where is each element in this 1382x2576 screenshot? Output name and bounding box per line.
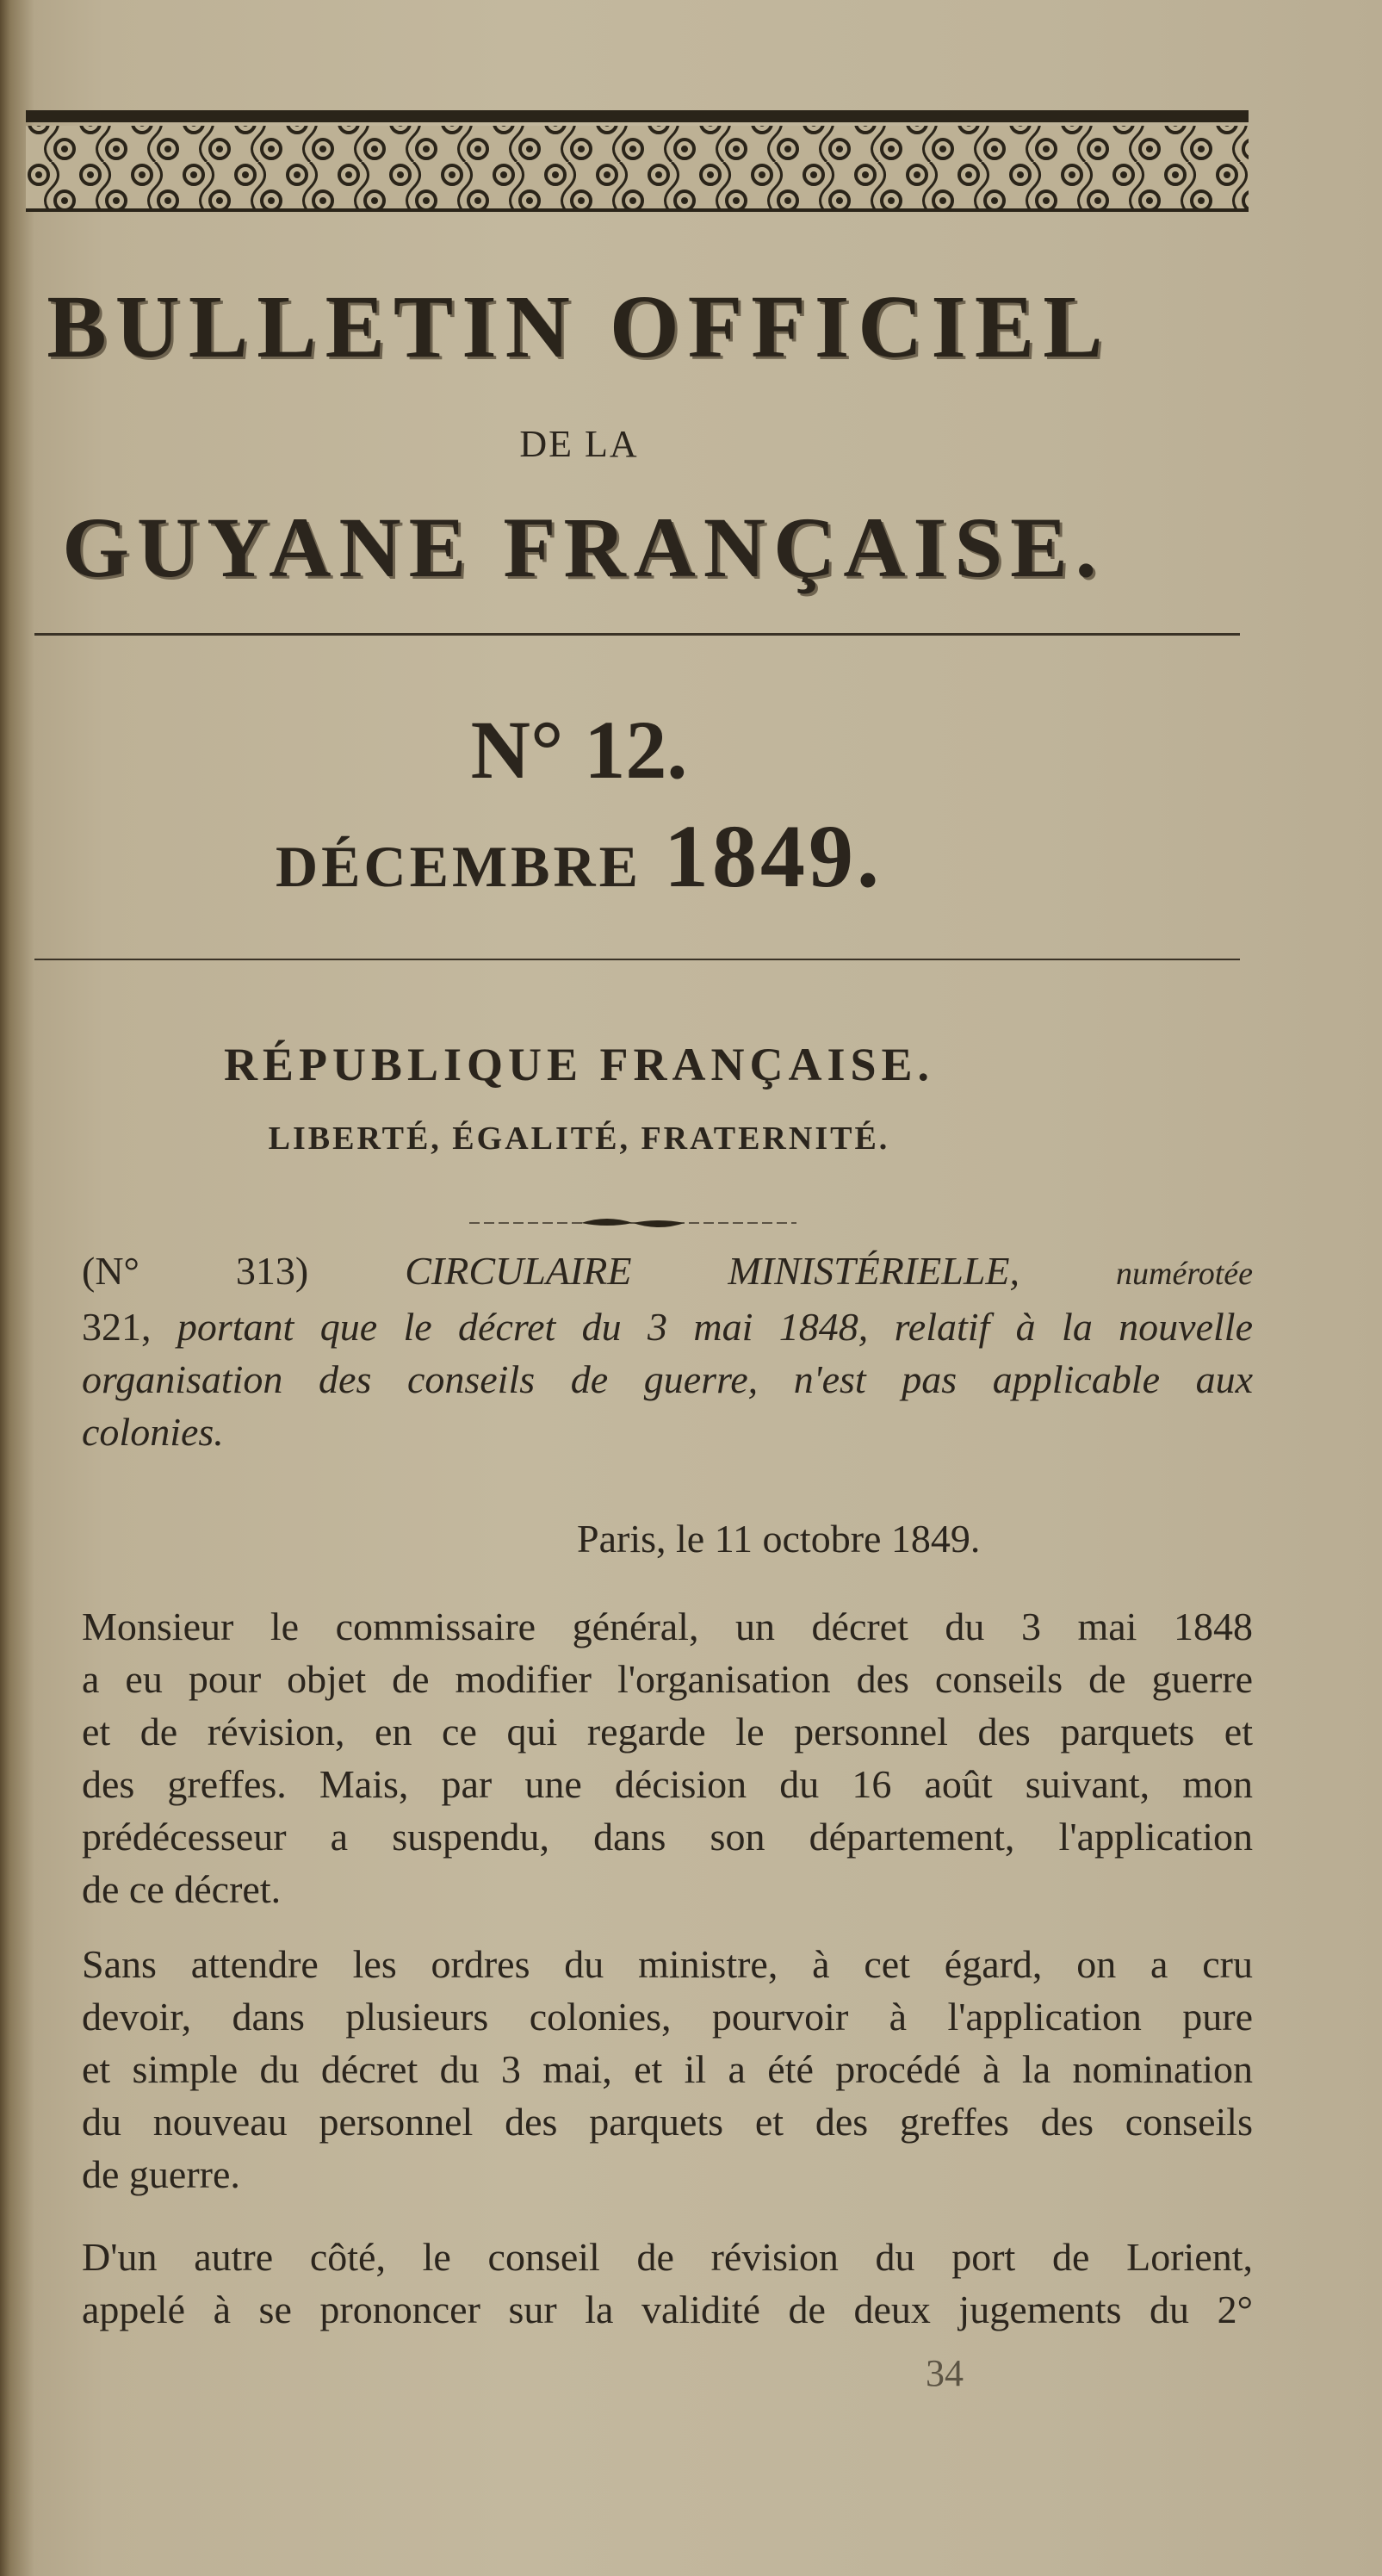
text-line: appelé à se prononcer sur la validité de deux jugements du 2° — [82, 2287, 1253, 2331]
issue-year: 1849. — [663, 807, 883, 906]
text-line: a eu pour objet de modifier l'organisation des conseils de guerre — [82, 1657, 1253, 1701]
issue-number: N° 12. — [470, 704, 688, 796]
decorative-flourish — [469, 1214, 796, 1232]
entry-number: (N° 313) — [82, 1249, 309, 1293]
entry-subject: portant que le décret du 3 mai 1848, relatif à la nouvelle — [177, 1305, 1253, 1349]
bulletin-title: BULLETIN OFFICIEL — [46, 277, 1112, 376]
entry-title: CIRCULAIRE MINISTÉRIELLE, — [405, 1249, 1020, 1293]
text-line: Sans attendre les ordres du ministre, à cet égard, on a cru — [82, 1942, 1253, 1986]
text-line: devoir, dans plusieurs colonies, pourvoir à l'application pure — [82, 1995, 1253, 2039]
divider — [34, 633, 1240, 636]
place-date: Paris, le 11 octobre 1849. — [577, 1517, 981, 1561]
paragraph — [82, 2231, 1253, 2336]
paragraph — [82, 1600, 1253, 1915]
divider — [34, 959, 1240, 960]
colony-title: GUYANE FRANÇAISE. — [62, 500, 1105, 595]
entry-subject: organisation des conseils de guerre, n'est pas applicable aux — [82, 1357, 1253, 1401]
signature-mark: 34 — [926, 2352, 964, 2394]
entry-ref-number: 321, — [82, 1305, 152, 1349]
entry-title-suffix: numérotée — [1116, 1256, 1254, 1292]
issue-month: DÉCEMBRE — [276, 834, 641, 899]
title-de-la: DE LA — [519, 423, 639, 465]
text-line: de guerre. — [82, 2152, 240, 2196]
text-line: et simple du décret du 3 mai, et il a été procédé à la nomination — [82, 2047, 1253, 2091]
text-line: des greffes. Mais, par une décision du 16 août suivant, mon — [82, 1762, 1253, 1806]
republic-heading: RÉPUBLIQUE FRANÇAISE. — [223, 1039, 935, 1090]
text-line: du nouveau personnel des parquets et des greffes des conseils — [82, 2100, 1253, 2144]
entry-subject: colonies. — [82, 1410, 224, 1454]
decorative-ornament-band — [26, 110, 1249, 214]
entry-heading — [82, 1245, 1253, 1458]
text-line: et de révision, en ce qui regarde le personnel des parquets et — [82, 1710, 1253, 1754]
motto-slogan: LIBERTÉ, ÉGALITÉ, FRATERNITÉ. — [268, 1120, 890, 1157]
text-line: prédécesseur a suspendu, dans son département, l'application — [82, 1815, 1253, 1859]
issue-date — [0, 805, 1270, 908]
text-line: Monsieur le commissaire général, un décret du 3 mai 1848 — [82, 1605, 1253, 1648]
text-line: D'un autre côté, le conseil de révision du port de Lorient, — [82, 2235, 1253, 2279]
text-line: de ce décret. — [82, 1867, 282, 1911]
paragraph — [82, 1938, 1253, 2200]
